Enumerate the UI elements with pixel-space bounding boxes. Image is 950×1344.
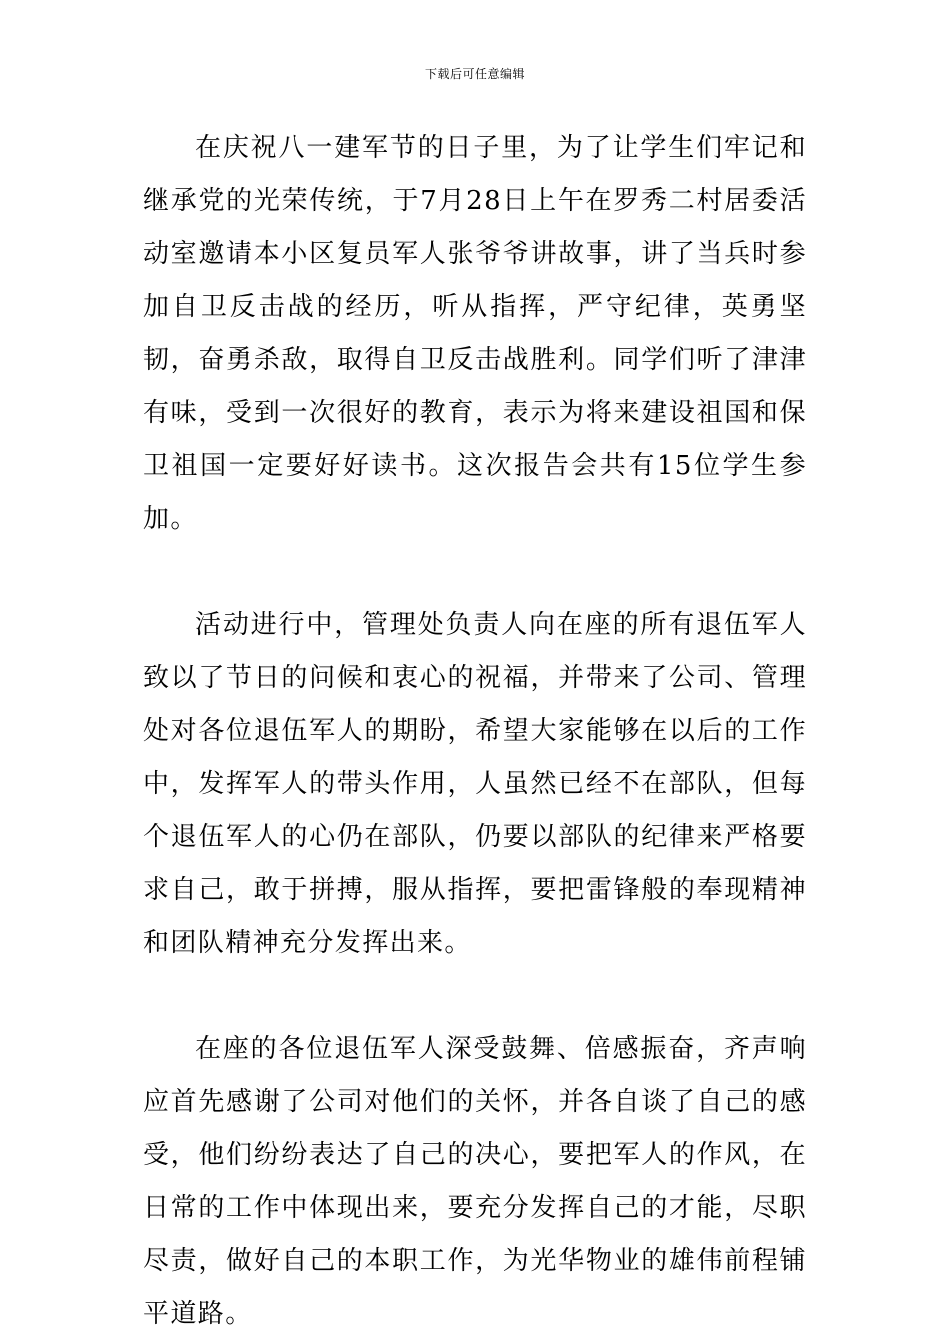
paragraph-1: 在庆祝八一建军节的日子里，为了让学生们牢记和继承党的光荣传统，于7月28日上午在罗秀二村居委活动室邀请本小区复员军人张爷爷讲故事，讲了当兵时参加自卫反击战的经历，听从指挥，严守纪律，英勇坚韧，奋勇杀敌，取得自卫反击战胜利。同学们听了津津有味，受到一次很好的教育，表示为将来建设祖国和保卫祖国一定要好好读书。这次报告会共有15位学生参加。 [143, 133, 807, 534]
paragraph-2: 活动进行中，管理处负责人向在座的所有退伍军人致以了节日的问候和衷心的祝福，并带来了公司、管理处对各位退伍军人的期盼，希望大家能够在以后的工作中，发挥军人的带头作用，人虽然已经不在部队，但每个退伍军人的心仍在部队，仍要以部队的纪律来严格要求自己，敢于拼搏，服从指挥，要把雷锋般的奉现精神和团队精神充分发挥出来。 [143, 610, 807, 958]
paragraph-3: 在座的各位退伍军人深受鼓舞、倍感振奋，齐声响应首先感谢了公司对他们的关怀，并各自谈了自己的感受，他们纷纷表达了自己的决心，要把军人的作风，在日常的工作中体现出来，要充分发挥自己的才能，尽职尽责，做好自己的本职工作，为光华物业的雄伟前程铺平道路。 [143, 1034, 807, 1329]
page-header-note: 下载后可任意编辑 [424, 67, 525, 81]
document-body [143, 122, 807, 1341]
